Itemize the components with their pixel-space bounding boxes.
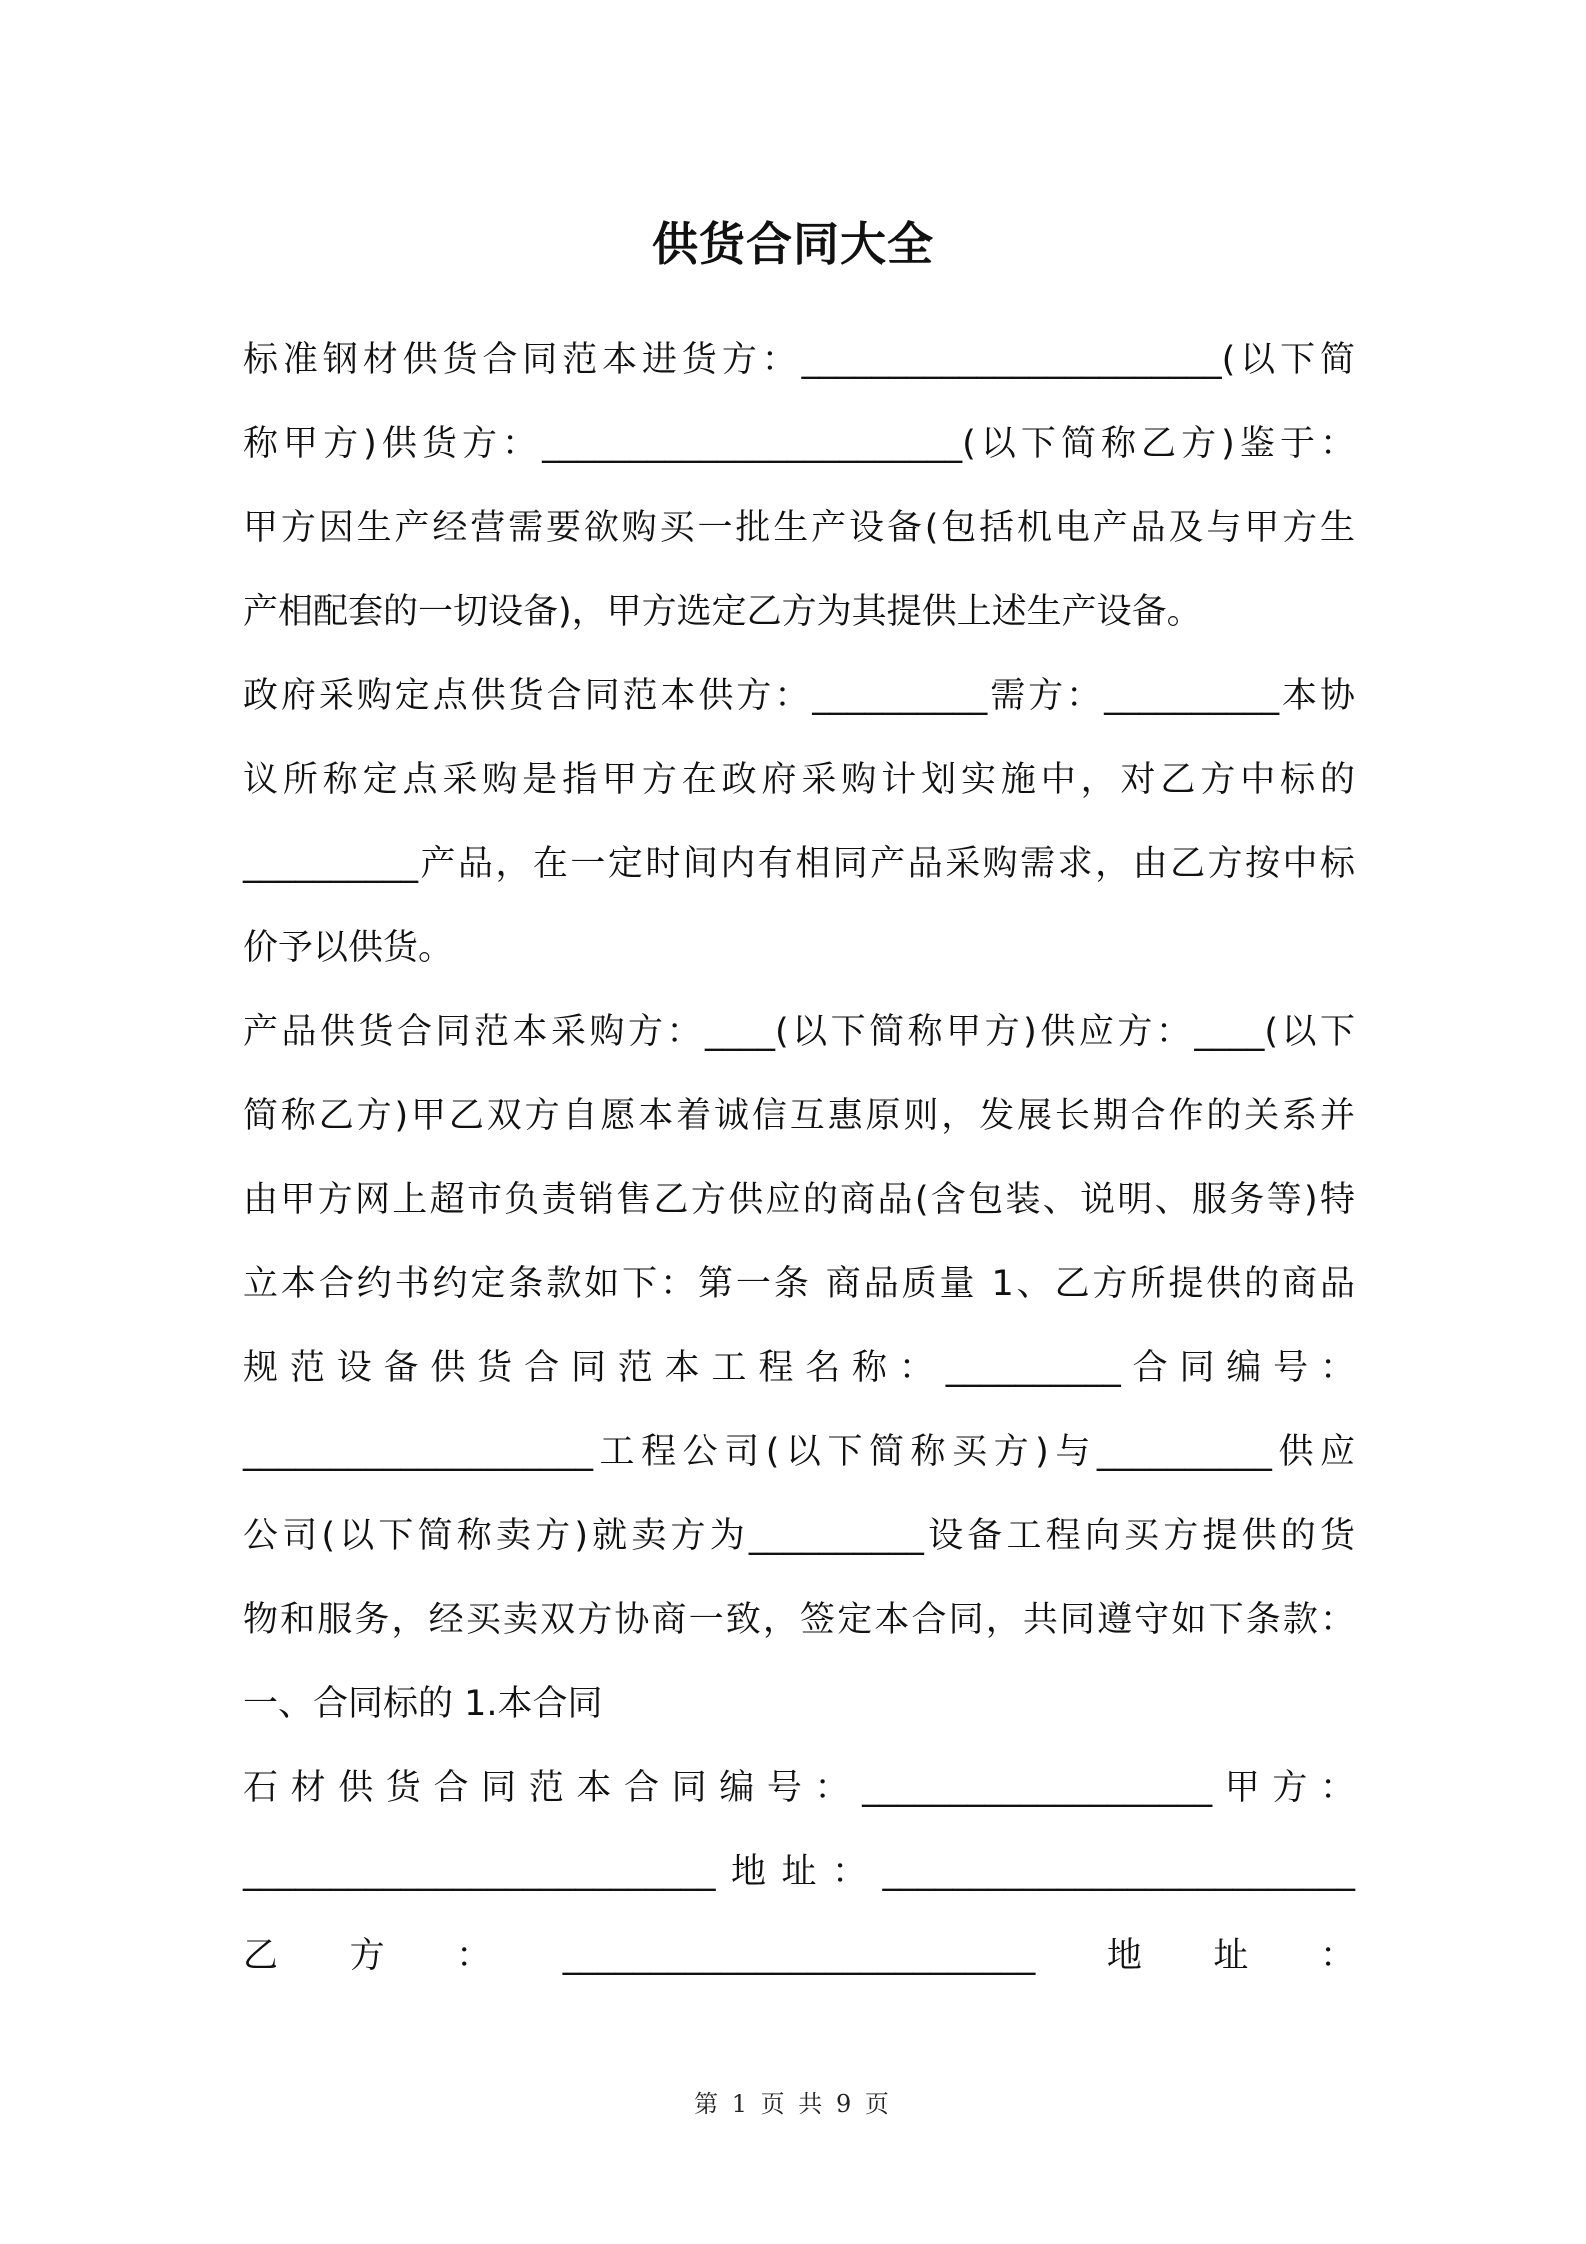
body-line: 标准钢材供货合同范本进货方：________________________(以下简 [243,340,1355,380]
body-line: 甲方因生产经营需要欲购买一批生产设备(包括机电产品及与甲方生 [243,508,1355,548]
body-line: 石材供货合同范本合同编号：____________________甲方： [243,1768,1355,1808]
body-line: 产品供货合同范本采购方：____(以下简称甲方)供应方：____(以下 [243,1012,1355,1052]
body-line: 乙方：___________________________地址： [243,1936,1355,1976]
document-body [243,318,1355,1998]
body-line: 由甲方网上超市负责销售乙方供应的商品(含包装、说明、服务等)特 [243,1180,1355,1220]
body-line: ___________________________地址：___________________________ [243,1852,1355,1892]
body-line: 称甲方)供货方：________________________(以下简称乙方)鉴于： [243,424,1355,464]
body-line: __________产品，在一定时间内有相同产品采购需求，由乙方按中标 [243,844,1355,884]
body-line: 物和服务，经买卖双方协商一致，签定本合同，共同遵守如下条款： [243,1600,1355,1640]
body-line: 政府采购定点供货合同范本供方：__________需方：__________本协 [243,676,1355,716]
page-number: 第 1 页 共 9 页 [694,2090,892,2118]
body-line: 立本合约书约定条款如下：第一条 商品质量 1、乙方所提供的商品 [243,1264,1355,1304]
body-line: 简称乙方)甲乙双方自愿本着诚信互惠原则，发展长期合作的关系并 [243,1096,1355,1136]
document-title: 供货合同大全 [652,217,934,271]
body-line: 公司(以下简称卖方)就卖方为__________设备工程向买方提供的货 [243,1516,1355,1556]
body-line: 规范设备供货合同范本工程名称：__________合同编号： [243,1348,1355,1388]
body-line: 产相配套的一切设备)，甲方选定乙方为其提供上述生产设备。 [243,592,1202,632]
body-line: 议所称定点采购是指甲方在政府采购计划实施中，对乙方中标的 [243,760,1355,800]
body-line: 一、合同标的 1.本合同 [243,1684,603,1724]
body-line: ____________________工程公司(以下简称买方)与__________供应 [243,1432,1355,1472]
body-line: 价予以供货。 [243,928,454,968]
